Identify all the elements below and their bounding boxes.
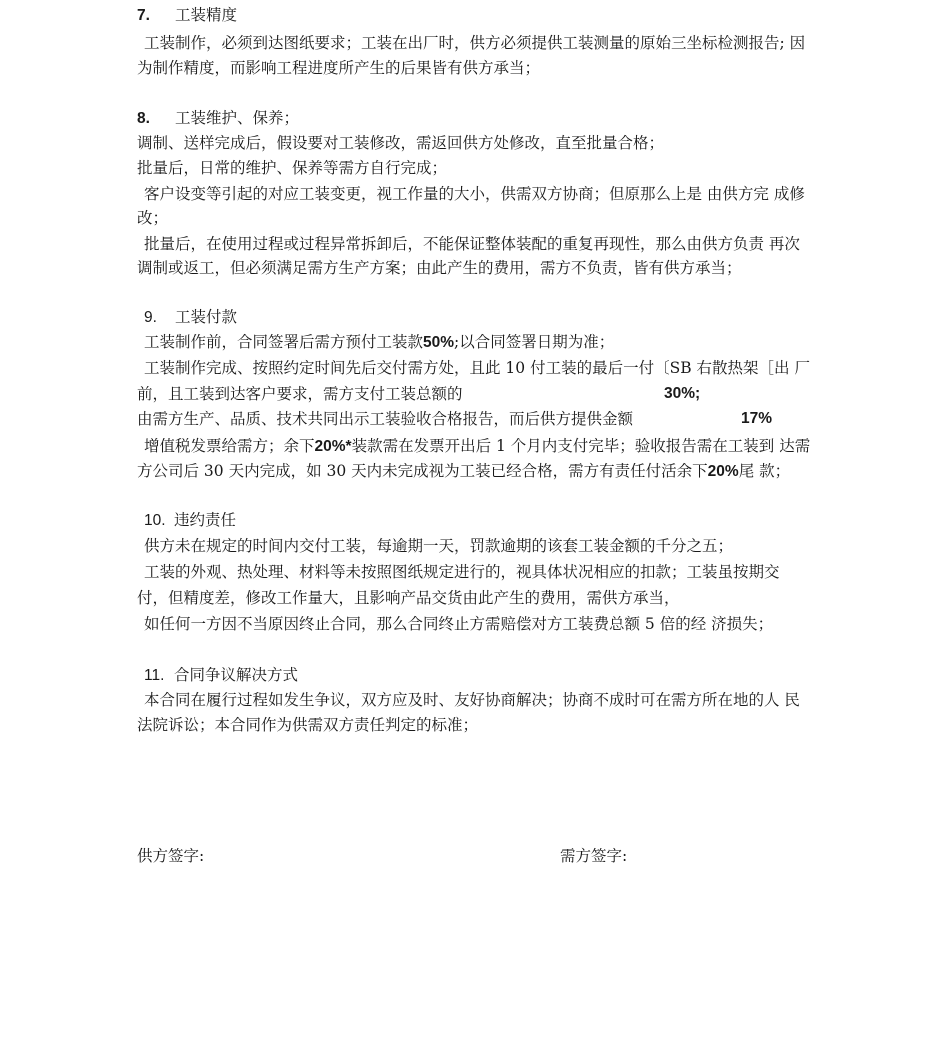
text-run: 前，且工装到达客户要求，需方支付工装总额的 <box>137 385 463 403</box>
percent-value: 17% <box>741 410 773 427</box>
section-7-line-2: 为制作精度，而影响工程进度所产生的后果皆有供方承当； <box>137 59 541 77</box>
section-number: 11. <box>144 667 165 684</box>
section-11-line-1: 本合同在履行过程如发生争议，双方应及时、友好协商解决；协商不成时可在需方所在地的人 民 <box>144 691 800 709</box>
section-8-line-2: 批量后，日常的维护、保养等需方自行完成； <box>137 159 448 177</box>
section-9-line-4 <box>137 409 773 429</box>
text-run: 装款需在发票开出后 1 个月内支付完毕；验收报告需在工装到 达需 <box>351 437 811 455</box>
section-10-heading <box>144 510 236 531</box>
percent-value: 50% <box>423 334 455 351</box>
section-9-line-6 <box>137 461 790 482</box>
section-11-line-2: 法院诉讼；本合同作为供需双方责任判定的标准； <box>137 716 479 734</box>
text-run: 由需方生产、品质、技术共同出示工装验收合格报告，而后供方提供金额 <box>137 410 634 428</box>
section-number: 7. <box>137 7 150 24</box>
section-8-heading <box>137 108 299 129</box>
section-8-line-4: 改； <box>137 209 169 227</box>
section-11-heading <box>144 665 298 686</box>
section-number: 9. <box>144 309 157 326</box>
section-9-line-2: 工装制作完成、按照约定时间先后交付需方处，且此 10 付工装的最后一付〔SB 右散热架［出 厂 <box>144 359 810 377</box>
section-8-line-6: 调制或返工，但必须满足需方生产方案；由此产生的费用，需方不负责，皆有供方承当； <box>137 259 742 277</box>
section-9-line-5 <box>144 436 810 457</box>
text-run: 增值税发票给需方；余下 <box>144 437 315 455</box>
section-9-line-3 <box>137 384 701 404</box>
text-run: 尾 款； <box>738 462 791 480</box>
section-title: 工装精度 <box>175 6 238 24</box>
section-9-line-1 <box>144 332 614 353</box>
section-title: 工装维护、保养； <box>175 109 300 127</box>
section-number: 8. <box>137 110 150 127</box>
percent-value: 20%* <box>314 438 352 455</box>
text-run: 方公司后 30 天内完成，如 30 天内未完成视为工装已经合格，需方有责任付活余下 <box>137 462 708 480</box>
section-title: 工装付款 <box>175 308 238 326</box>
section-8-line-5: 批量后，在使用过程或过程异常拆卸后，不能保证整体装配的重复再现性，那么由供方负责 再次 <box>144 235 800 253</box>
text-run: 工装制作前，合同签署后需方预付工装款 <box>144 333 424 351</box>
section-10-line-4: 如任何一方因不当原因终止合同，那么合同终止方需赔偿对方工装费总额 5 倍的经 济损失； <box>144 615 774 633</box>
section-7-heading <box>137 5 237 26</box>
section-10-line-2: 工装的外观、热处理、材料等未按照图纸规定进行的，视具体状况相应的扣款；工装虽按期交 <box>144 563 780 581</box>
text-run: ;以合同签署日期为准； <box>454 333 615 351</box>
section-8-line-1: 调制、送样完成后，假设要对工装修改，需返回供方处修改，直至批量合格； <box>137 134 665 152</box>
section-title: 违约责任 <box>174 511 237 529</box>
section-10-line-1: 供方未在规定的时间内交付工装，每逾期一天，罚款逾期的该套工装金额的千分之五； <box>144 537 734 555</box>
section-number: 10. <box>144 512 166 529</box>
supplier-signature-label: 供方签字: <box>137 847 205 865</box>
section-8-line-3: 客户设变等引起的对应工装变更，视工作量的大小，供需双方协商；但原那么上是 由供方完 成修 <box>144 185 805 203</box>
section-10-line-3: 付，但精度差，修改工作量大，且影响产品交货由此产生的费用，需供方承当， <box>137 589 680 607</box>
section-7-line-1: 工装制作，必须到达图纸要求；工装在出厂时，供方必须提供工装测量的原始三坐标检测报告; 因 <box>144 34 806 52</box>
percent-value: 30%; <box>664 385 701 402</box>
section-title: 合同争议解决方式 <box>174 666 299 684</box>
section-9-heading <box>144 307 237 328</box>
buyer-signature-label: 需方签字: <box>560 847 628 865</box>
percent-value: 20% <box>707 463 739 480</box>
